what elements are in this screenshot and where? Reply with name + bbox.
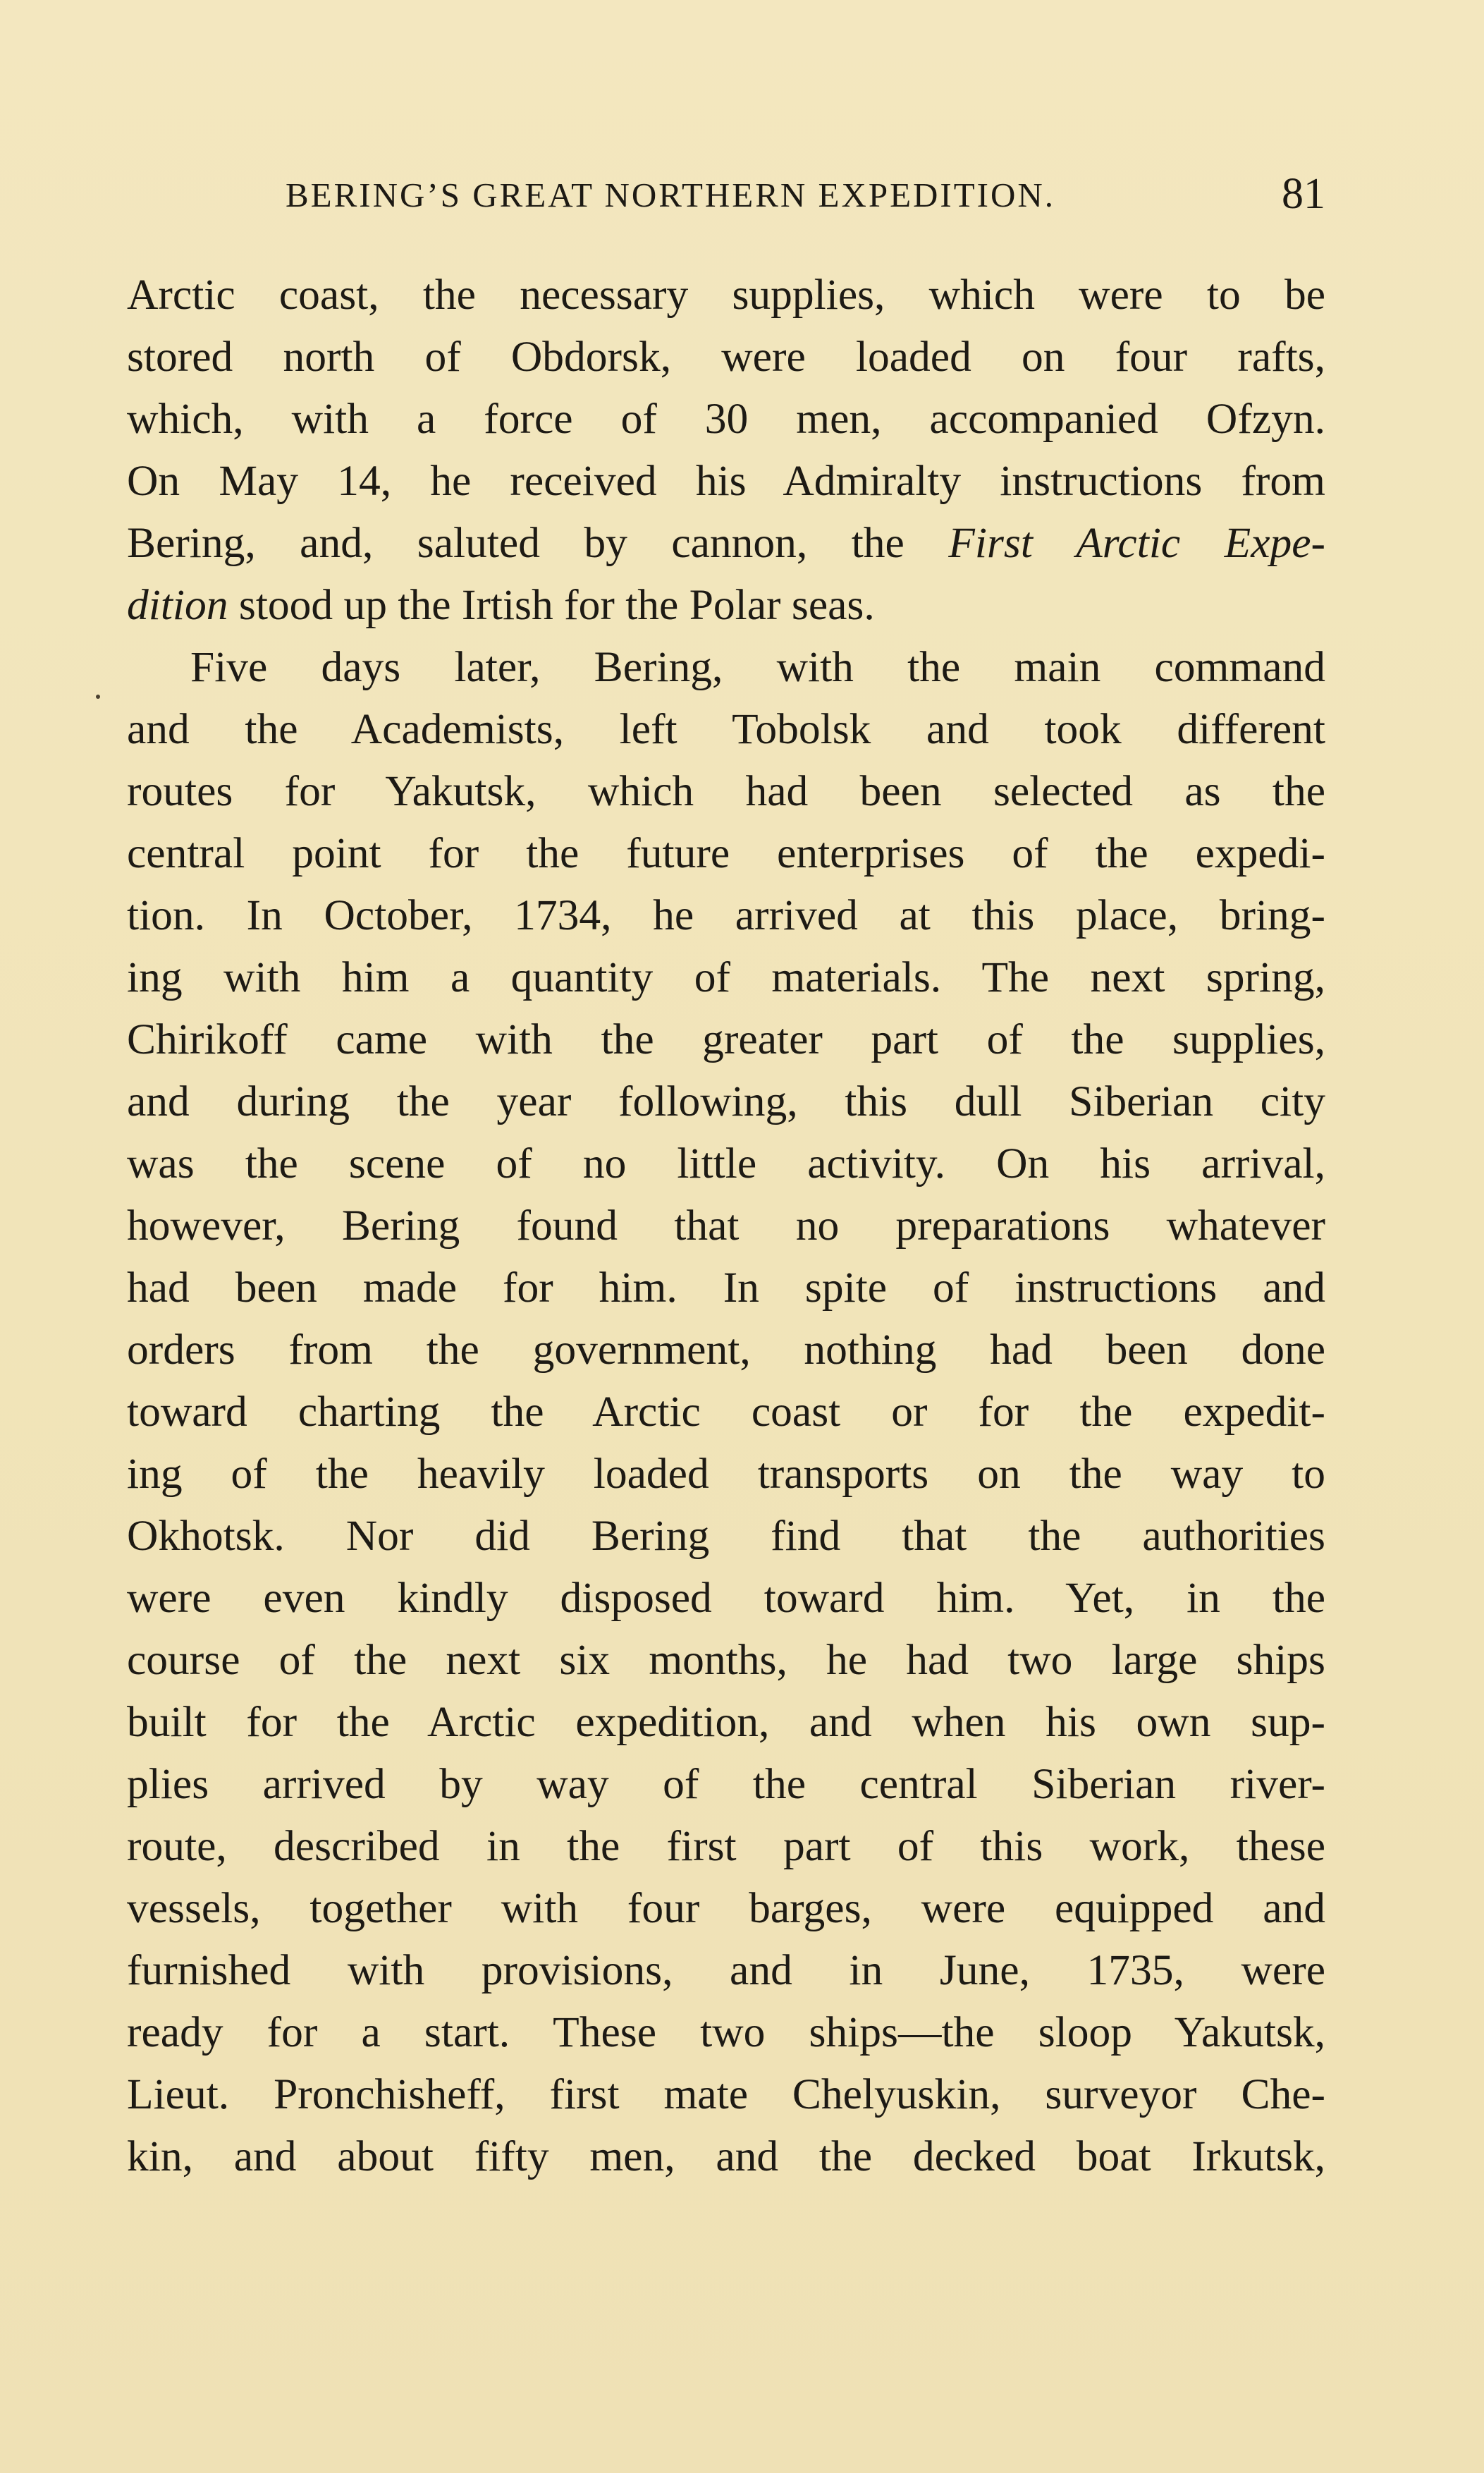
italic-title: dition [127, 581, 228, 629]
text-line: built for the Arctic expedition, and when his own sup- [127, 1698, 1325, 1746]
text-line: were even kindly disposed toward him. Yet, in the [127, 1574, 1325, 1622]
running-title: BERING’S GREAT NORTHERN EXPEDITION. [286, 176, 1056, 214]
text-line: plies arrived by way of the central Siberian river- [127, 1760, 1325, 1808]
text-line: which, with a force of 30 men, accompanied Ofzyn. [127, 395, 1325, 443]
text-line: furnished with provisions, and in June, 1735, were [127, 1946, 1325, 1994]
body-text [127, 264, 1325, 2187]
text-line: ing of the heavily loaded transports on the way to [127, 1450, 1325, 1498]
text-line: orders from the government, nothing had been done [127, 1326, 1325, 1374]
ink-speck [96, 695, 100, 699]
text-line: toward charting the Arctic coast or for the expedit- [127, 1388, 1325, 1436]
text-line: On May 14, he received his Admiralty instructions from [127, 457, 1325, 505]
running-head [127, 169, 1325, 219]
text-line: course of the next six months, he had two large ships [127, 1636, 1325, 1684]
text-line: Chirikoff came with the greater part of the supplies, [127, 1015, 1325, 1063]
text-line: however, Bering found that no preparations whatever [127, 1202, 1325, 1250]
italic-title: First Arctic Expe- [948, 519, 1325, 567]
text-line [127, 574, 1325, 636]
text-line: route, described in the first part of this work, these [127, 1822, 1325, 1870]
text-line [127, 512, 1325, 574]
text-line: and the Academists, left Tobolsk and took different [127, 705, 1325, 753]
text-line: routes for Yakutsk, which had been selected as the [127, 767, 1325, 815]
text-line: Arctic coast, the necessary supplies, which were to be [127, 271, 1325, 319]
text-line: central point for the future enterprises of the expedi- [127, 829, 1325, 877]
text-fragment: stood up the Irtish for the Polar seas. [238, 581, 875, 629]
paragraph-first-line: Five days later, Bering, with the main command [190, 643, 1325, 691]
page-number: 81 [1282, 170, 1325, 218]
text-line: kin, and about fifty men, and the decked boat Irkutsk, [127, 2132, 1325, 2180]
text-line: ready for a start. These two ships—the sloop Yakutsk, [127, 2008, 1325, 2056]
text-line: ing with him a quantity of materials. The next spring, [127, 953, 1325, 1001]
text-line: vessels, together with four barges, were equipped and [127, 1884, 1325, 1932]
text-line: and during the year following, this dull Siberian city [127, 1077, 1325, 1125]
text-line: was the scene of no little activity. On his arrival, [127, 1140, 1325, 1187]
text-fragment: Bering, and, saluted by cannon, the [127, 519, 904, 567]
text-line: tion. In October, 1734, he arrived at this place, bring- [127, 891, 1325, 939]
text-line: Okhotsk. Nor did Bering find that the authorities [127, 1512, 1325, 1560]
text-line: Lieut. Pronchisheff, first mate Chelyuskin, surveyor Che- [127, 2070, 1325, 2118]
text-line: stored north of Obdorsk, were loaded on four rafts, [127, 333, 1325, 381]
text-line: had been made for him. In spite of instructions and [127, 1264, 1325, 1312]
